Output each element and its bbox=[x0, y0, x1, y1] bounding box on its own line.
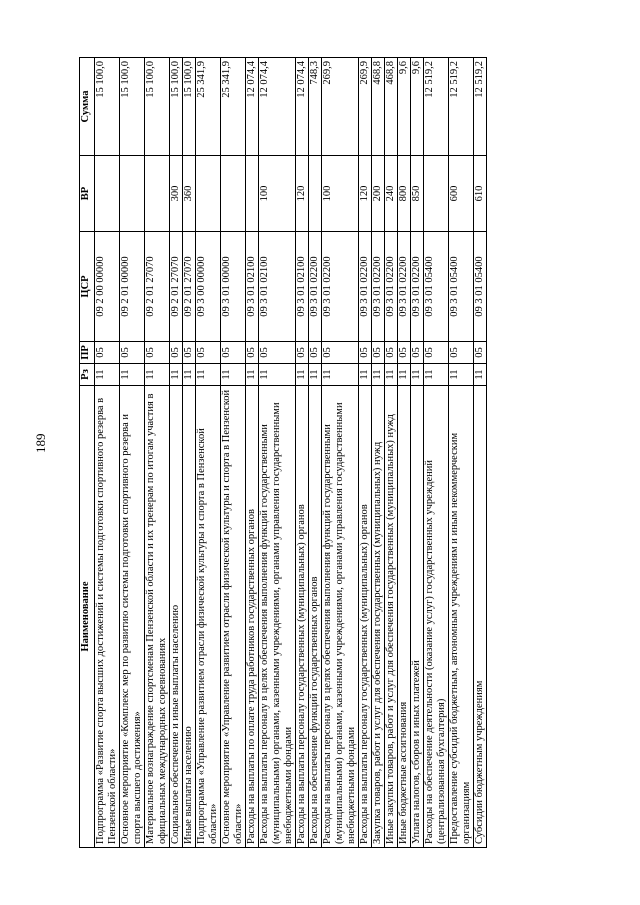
cell-name: Иные бюджетные ассигнования bbox=[398, 386, 411, 848]
cell-sum: 269,9 bbox=[322, 58, 359, 156]
cell-name: Подпрограмма «Управление развитием отрасли физической культуры и спорта в Пензенской области» bbox=[196, 386, 221, 848]
cell-pr: 05 bbox=[145, 342, 170, 364]
cell-vr: 360 bbox=[183, 156, 196, 232]
cell-sum: 12 074,4 bbox=[259, 58, 296, 156]
cell-name: Основное мероприятие «Управление развитием отрасли физической культуры и спорта в Пензенской области» bbox=[221, 386, 246, 848]
table-row bbox=[411, 58, 424, 848]
header-sum: Сумма bbox=[80, 58, 95, 156]
cell-sum: 15 100,0 bbox=[120, 58, 145, 156]
cell-pr: 05 bbox=[474, 342, 487, 364]
cell-vr: 610 bbox=[474, 156, 487, 232]
header-pr: ПР bbox=[80, 342, 95, 364]
cell-pr: 05 bbox=[221, 342, 246, 364]
cell-sum: 468,8 bbox=[372, 58, 385, 156]
cell-csr: 09 3 01 02200 bbox=[359, 232, 372, 342]
cell-rz: 11 bbox=[221, 364, 246, 386]
cell-sum: 9,6 bbox=[411, 58, 424, 156]
cell-csr: 09 2 01 00000 bbox=[120, 232, 145, 342]
cell-rz: 11 bbox=[398, 364, 411, 386]
table-row bbox=[196, 58, 221, 848]
cell-csr: 09 2 01 27070 bbox=[183, 232, 196, 342]
table-row bbox=[183, 58, 196, 848]
table-row bbox=[120, 58, 145, 848]
cell-rz: 11 bbox=[259, 364, 296, 386]
cell-vr: 240 bbox=[385, 156, 398, 232]
cell-csr: 09 3 01 02200 bbox=[309, 232, 322, 342]
cell-name: Предоставление субсидий бюджетным, автономным учреждениям и иным некоммерческим организациям bbox=[449, 386, 474, 848]
table-row bbox=[385, 58, 398, 848]
cell-pr: 05 bbox=[449, 342, 474, 364]
table-row bbox=[474, 58, 487, 848]
cell-csr: 09 3 01 02200 bbox=[411, 232, 424, 342]
cell-csr: 09 3 01 05400 bbox=[449, 232, 474, 342]
cell-pr: 05 bbox=[372, 342, 385, 364]
cell-name: Закупка товаров, работ и услуг для обеспечения государственных (муниципальных) нужд bbox=[372, 386, 385, 848]
cell-csr: 09 3 01 02200 bbox=[372, 232, 385, 342]
cell-csr: 09 3 00 00000 bbox=[196, 232, 221, 342]
cell-vr bbox=[246, 156, 259, 232]
cell-vr: 800 bbox=[398, 156, 411, 232]
cell-vr: 200 bbox=[372, 156, 385, 232]
cell-rz: 11 bbox=[196, 364, 221, 386]
cell-pr: 05 bbox=[385, 342, 398, 364]
cell-pr: 05 bbox=[411, 342, 424, 364]
header-name: Наименование bbox=[80, 386, 95, 848]
cell-vr bbox=[120, 156, 145, 232]
table-row bbox=[296, 58, 309, 848]
table-row bbox=[145, 58, 170, 848]
cell-name: Расходы на выплаты по оплате труда работников государственных органов bbox=[246, 386, 259, 848]
cell-rz: 11 bbox=[385, 364, 398, 386]
cell-vr: 850 bbox=[411, 156, 424, 232]
cell-pr: 05 bbox=[183, 342, 196, 364]
cell-name: Расходы на выплаты персоналу государственных (муниципальных) органов bbox=[296, 386, 309, 848]
cell-sum: 15 100,0 bbox=[95, 58, 120, 156]
cell-csr: 09 3 01 02200 bbox=[322, 232, 359, 342]
cell-sum: 12 519,2 bbox=[474, 58, 487, 156]
table-row bbox=[449, 58, 474, 848]
cell-csr: 09 3 01 05400 bbox=[424, 232, 449, 342]
table-row bbox=[359, 58, 372, 848]
cell-sum: 15 100,0 bbox=[145, 58, 170, 156]
cell-name: Социальное обеспечение и иные выплаты населению bbox=[170, 386, 183, 848]
cell-sum: 269,9 bbox=[359, 58, 372, 156]
cell-rz: 11 bbox=[372, 364, 385, 386]
cell-name: Иные выплаты населению bbox=[183, 386, 196, 848]
cell-name: Расходы на выплаты персоналу в целях обеспечения выполнения функций государственными (муниципальными) органами, казенными учреждениями, органами управления государственными внебюджетными фондами bbox=[322, 386, 359, 848]
header-rz: Рз bbox=[80, 364, 95, 386]
cell-rz: 11 bbox=[309, 364, 322, 386]
cell-sum: 12 519,2 bbox=[424, 58, 449, 156]
cell-rz: 11 bbox=[424, 364, 449, 386]
cell-pr: 05 bbox=[359, 342, 372, 364]
cell-name: Иные закупки товаров, работ и услуг для обеспечения государственных (муниципальных) нужд bbox=[385, 386, 398, 848]
cell-csr: 09 3 01 02200 bbox=[385, 232, 398, 342]
cell-name: Субсидии бюджетным учреждениям bbox=[474, 386, 487, 848]
rotated-page-content bbox=[79, 58, 575, 848]
table-row bbox=[170, 58, 183, 848]
cell-vr: 300 bbox=[170, 156, 183, 232]
cell-csr: 09 3 01 05400 bbox=[474, 232, 487, 342]
cell-pr: 05 bbox=[424, 342, 449, 364]
cell-rz: 11 bbox=[359, 364, 372, 386]
cell-sum: 748,3 bbox=[309, 58, 322, 156]
cell-name: Уплата налогов, сборов и иных платежей bbox=[411, 386, 424, 848]
cell-rz: 11 bbox=[246, 364, 259, 386]
header-csr: ЦСР bbox=[80, 232, 95, 342]
cell-sum: 15 100,0 bbox=[170, 58, 183, 156]
cell-csr: 09 3 01 02100 bbox=[246, 232, 259, 342]
cell-name: Подпрограмма «Развитие спорта высших достижений и системы подготовки спортивного резерва в Пензенской области» bbox=[95, 386, 120, 848]
cell-name: Расходы на выплаты персоналу государственных (муниципальных) органов bbox=[359, 386, 372, 848]
cell-vr bbox=[309, 156, 322, 232]
cell-rz: 11 bbox=[296, 364, 309, 386]
cell-csr: 09 3 01 00000 bbox=[221, 232, 246, 342]
cell-sum: 12 074,4 bbox=[296, 58, 309, 156]
table-header-row bbox=[80, 58, 95, 848]
table-row bbox=[372, 58, 385, 848]
cell-csr: 09 3 01 02100 bbox=[296, 232, 309, 342]
cell-vr: 120 bbox=[296, 156, 309, 232]
table-row bbox=[309, 58, 322, 848]
header-vr: ВР bbox=[80, 156, 95, 232]
cell-sum: 12 519,2 bbox=[449, 58, 474, 156]
cell-csr: 09 2 00 00000 bbox=[95, 232, 120, 342]
cell-name: Расходы на обеспечение функций государственных органов bbox=[309, 386, 322, 848]
cell-rz: 11 bbox=[322, 364, 359, 386]
cell-pr: 05 bbox=[309, 342, 322, 364]
cell-pr: 05 bbox=[322, 342, 359, 364]
table-row bbox=[246, 58, 259, 848]
cell-sum: 25 341,9 bbox=[221, 58, 246, 156]
cell-csr: 09 3 01 02100 bbox=[259, 232, 296, 342]
cell-pr: 05 bbox=[259, 342, 296, 364]
table-row bbox=[221, 58, 246, 848]
cell-rz: 11 bbox=[474, 364, 487, 386]
cell-sum: 468,8 bbox=[385, 58, 398, 156]
cell-rz: 11 bbox=[183, 364, 196, 386]
cell-sum: 15 100,0 bbox=[183, 58, 196, 156]
cell-vr: 100 bbox=[259, 156, 296, 232]
cell-pr: 05 bbox=[246, 342, 259, 364]
cell-vr: 600 bbox=[449, 156, 474, 232]
cell-rz: 11 bbox=[95, 364, 120, 386]
cell-vr bbox=[424, 156, 449, 232]
cell-pr: 05 bbox=[196, 342, 221, 364]
cell-rz: 11 bbox=[120, 364, 145, 386]
cell-vr bbox=[145, 156, 170, 232]
cell-rz: 11 bbox=[145, 364, 170, 386]
cell-csr: 09 2 01 27070 bbox=[145, 232, 170, 342]
cell-rz: 11 bbox=[449, 364, 474, 386]
table-row bbox=[398, 58, 411, 848]
budget-table bbox=[79, 57, 487, 848]
cell-name: Материальное вознаграждение спортсменам Пензенской области и их тренерам по итогам участия в официальных международных соревнованиях bbox=[145, 386, 170, 848]
cell-pr: 05 bbox=[170, 342, 183, 364]
table-row bbox=[322, 58, 359, 848]
table-row bbox=[259, 58, 296, 848]
cell-sum: 9,6 bbox=[398, 58, 411, 156]
cell-csr: 09 2 01 27070 bbox=[170, 232, 183, 342]
cell-rz: 11 bbox=[170, 364, 183, 386]
cell-vr bbox=[221, 156, 246, 232]
cell-name: Расходы на обеспечение деятельности (оказание услуг) государственных учреждений (централизованная бухгалтерия) bbox=[424, 386, 449, 848]
table-row bbox=[95, 58, 120, 848]
cell-vr: 100 bbox=[322, 156, 359, 232]
cell-pr: 05 bbox=[398, 342, 411, 364]
cell-csr: 09 3 01 02200 bbox=[398, 232, 411, 342]
cell-sum: 25 341,9 bbox=[196, 58, 221, 156]
table-row bbox=[424, 58, 449, 848]
cell-vr bbox=[196, 156, 221, 232]
cell-vr: 120 bbox=[359, 156, 372, 232]
cell-pr: 05 bbox=[95, 342, 120, 364]
cell-rz: 11 bbox=[411, 364, 424, 386]
cell-vr bbox=[95, 156, 120, 232]
page-number: 189 bbox=[33, 433, 48, 453]
cell-pr: 05 bbox=[120, 342, 145, 364]
cell-pr: 05 bbox=[296, 342, 309, 364]
cell-name: Расходы на выплаты персоналу в целях обеспечения выполнения функций государственными (муниципальными) органами, казенными учреждениями, органами управления государственными внебюджетными фондами bbox=[259, 386, 296, 848]
cell-sum: 12 074,4 bbox=[246, 58, 259, 156]
cell-name: Основное мероприятие «Комплекс мер по развитию системы подготовки спортивного резерва и спорта высшего достижения» bbox=[120, 386, 145, 848]
